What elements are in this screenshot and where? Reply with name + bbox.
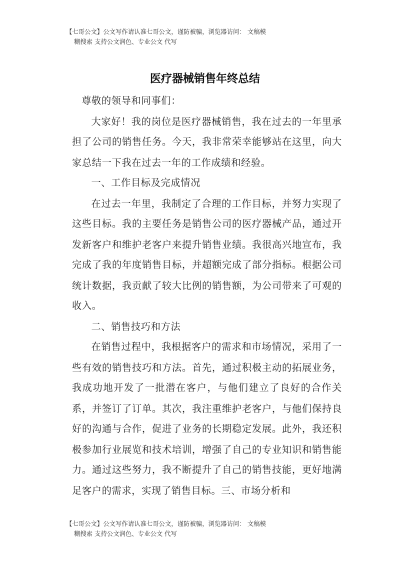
section-heading-1: 一、工作目标及完成情况 bbox=[91, 178, 201, 189]
footer-line-1: 【七哥公文】公文写作请认准七哥公文，谨防被骗，浏览器访问： 文稿模 bbox=[66, 521, 266, 528]
footer-banner bbox=[66, 520, 356, 540]
document-title: 医疗器械销售年终总结 bbox=[150, 72, 260, 85]
paragraph-techniques: 在销售过程中，我根据客户的需求和市场情况，采用了一些有效的销售技巧和方法。首先，通过积极主动的拓展业务，我成功地开发了一批潜在客户，与他们建立了良好的合作关系，并签订了订单。其次，我注重维护老客户，与他们保持良好的沟通与合作，促进了业务的长期稳定发展。此外，我还积极参加行业展览和技术培训，增强了自己的专业知识和销售能力。通过这些努力，我不断提升了自己的销售技能，更好地满足客户的需求，实现了销售目标。三、市场分析和 bbox=[72, 342, 342, 497]
paragraph-goals: 在过去一年里，我制定了合理的工作目标，并努力实现了这些目标。我的主要任务是销售公司的医疗器械产品，通过开发新客户和维护老客户来提升销售业绩。我很高兴地宣布，我完成了我的年度销售目标，并超额完成了部分指标。根据公司统计数据，我贡献了较大比例的销售额，为公司带来了可观的收入。 bbox=[72, 198, 342, 312]
document-body bbox=[72, 92, 342, 502]
salutation: 尊敬的领导和同事们： bbox=[81, 96, 182, 107]
footer-line-2: 糊搜索 支持公文润色、专业公文 代写 bbox=[74, 531, 177, 538]
header-line-2: 糊搜索 支持公文润色、专业公文 代写 bbox=[74, 39, 177, 46]
paragraph-intro: 大家好！我的岗位是医疗器械销售，我在过去的一年里承担了公司的销售任务。今天，我非常荣幸能够站在这里，向大家总结一下我在过去一年的工作成绩和经验。 bbox=[72, 116, 342, 169]
header-line-1: 【七哥公文】公文写作请认准七哥公文，谨防被骗，浏览器访问： 文稿模 bbox=[66, 29, 266, 36]
header-banner bbox=[66, 28, 356, 48]
section-heading-2: 二、销售技巧和方法 bbox=[91, 321, 181, 333]
